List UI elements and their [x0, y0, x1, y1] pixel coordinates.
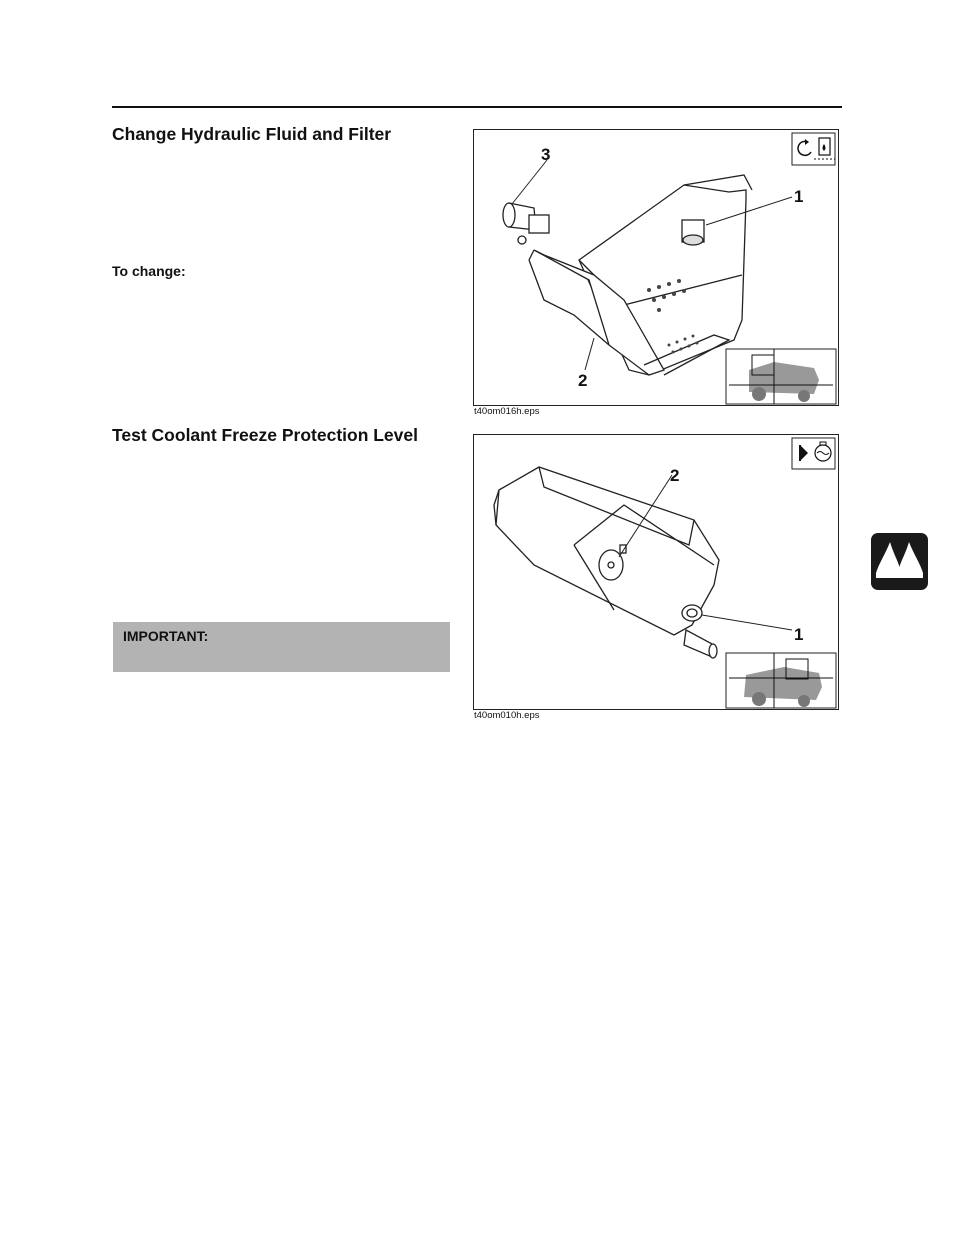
figure-coolant-tank [473, 434, 839, 710]
callout-1-fig2: 1 [794, 625, 804, 644]
fluid-drops-tab [871, 533, 928, 590]
coolant-tank-illustration [494, 467, 719, 658]
figure1-caption: t40om016h.eps [474, 406, 540, 417]
section-heading-hydraulic: Change Hydraulic Fluid and Filter [112, 124, 392, 144]
callout-2-fig2: 2 [670, 466, 680, 485]
figure-hydraulic-tank [473, 129, 839, 406]
to-change-subheading: To change: [112, 263, 186, 279]
section-heading-coolant: Test Coolant Freeze Protection Level [112, 425, 418, 445]
hydraulic-tank-illustration [503, 175, 752, 375]
important-note-box [113, 622, 450, 672]
callout-1: 1 [794, 187, 804, 206]
callout-2: 2 [578, 371, 588, 390]
machine-location-icon [726, 349, 836, 404]
callout-3: 3 [541, 145, 551, 164]
header-rule [112, 106, 842, 108]
important-label: IMPORTANT: [123, 628, 209, 644]
fluid-drops-icon [871, 533, 928, 590]
machine-location-icon-2 [726, 653, 836, 708]
figure2-caption: t40om010h.eps [474, 710, 540, 721]
